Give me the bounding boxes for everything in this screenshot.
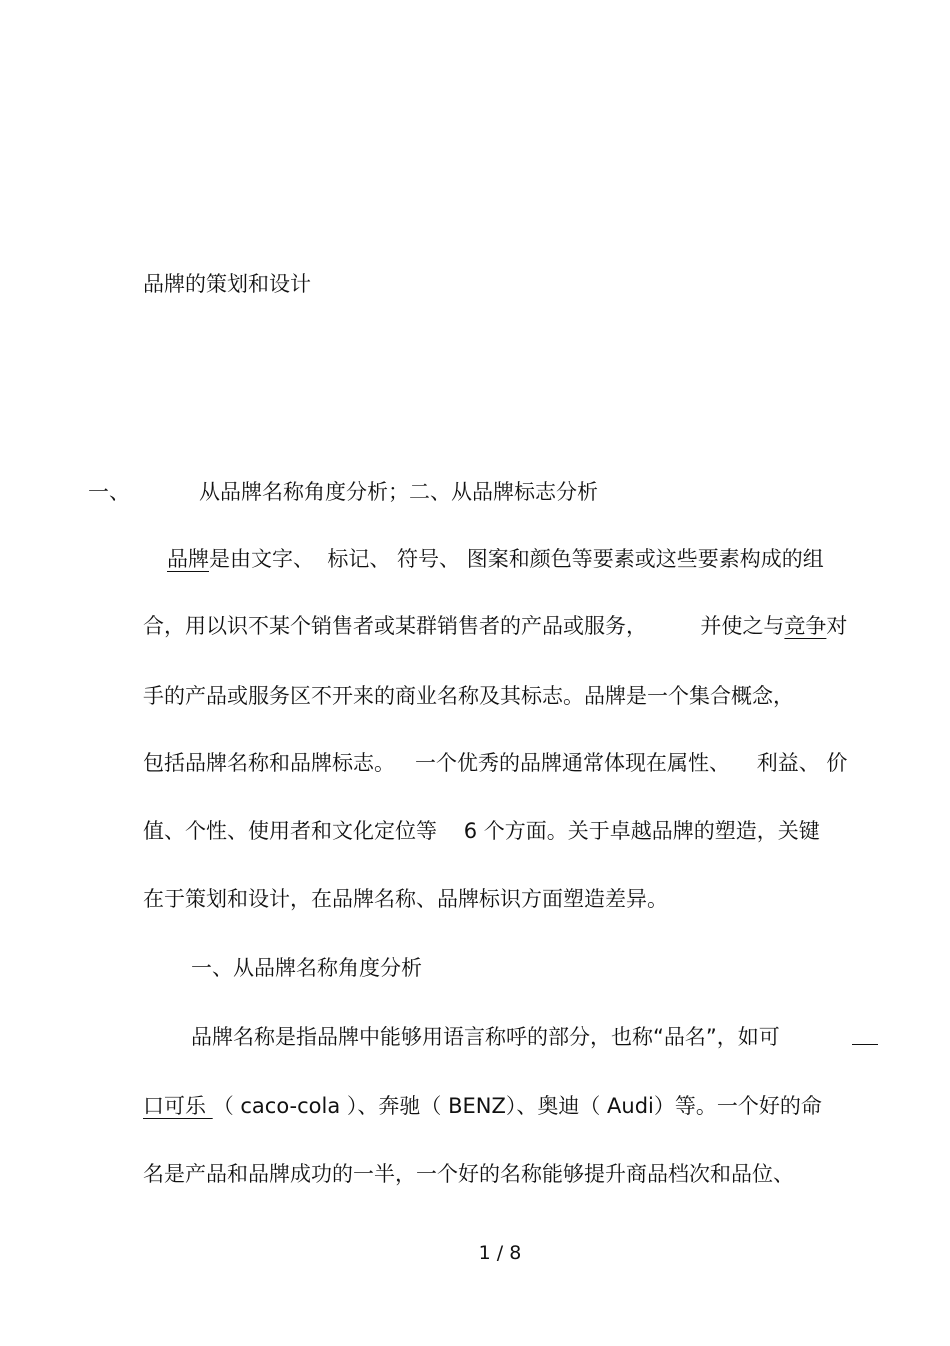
underlined-term-brand: 品牌 [167,547,209,571]
outline-number: 一、 [88,480,130,504]
paragraph-1-line-3: 手的产品或服务区不开来的商业名称及其标志。品牌是一个集合概念， [143,684,794,708]
paragraph-1-line-6: 在于策划和设计，在品牌名称、品牌标识方面塑造差异。 [143,887,668,911]
outline-text: 从品牌名称角度分析；二、从品牌标志分析 [199,480,598,504]
text-run: 对 [826,614,848,638]
paragraph-1-line-1 [167,545,824,573]
paragraph-1-line-4: 包括品牌名称和品牌标志。 一个优秀的品牌通常体现在属性、 利益、 价 [143,751,848,775]
underlined-term-coca: 口可乐 [143,1094,213,1118]
page-number: 1 / 8 [478,1242,522,1264]
text-run: （ caco-cola ）、奔驰（ BENZ）、奥迪（ Audi）等。一个好的命 [212,1094,822,1118]
underlined-term-competition: 竞争 [784,614,827,638]
document-title: 品牌的策划和设计 [143,272,311,296]
section-heading: 一、从品牌名称角度分析 [191,956,422,980]
paragraph-1-line-2 [143,612,847,640]
text-run: 是由文字、 标记、 符号、 图案和颜色等要素或这些要素构成的组 [209,547,824,571]
paragraph-1-line-5: 值、个性、使用者和文化定位等 6 个方面。关于卓越品牌的塑造，关键 [143,819,820,843]
paragraph-2-line-1: 品牌名称是指品牌中能够用语言称呼的部分，也称“品名”，如可 [191,1025,780,1049]
paragraph-2-line-3: 名是产品和品牌成功的一半，一个好的名称能够提升商品档次和品位、 [143,1162,794,1186]
blank-underline [852,1026,878,1049]
text-run: 合，用以识不某个销售者或某群销售者的产品或服务， 并使之与 [143,614,785,638]
paragraph-2-line-2 [143,1092,822,1120]
